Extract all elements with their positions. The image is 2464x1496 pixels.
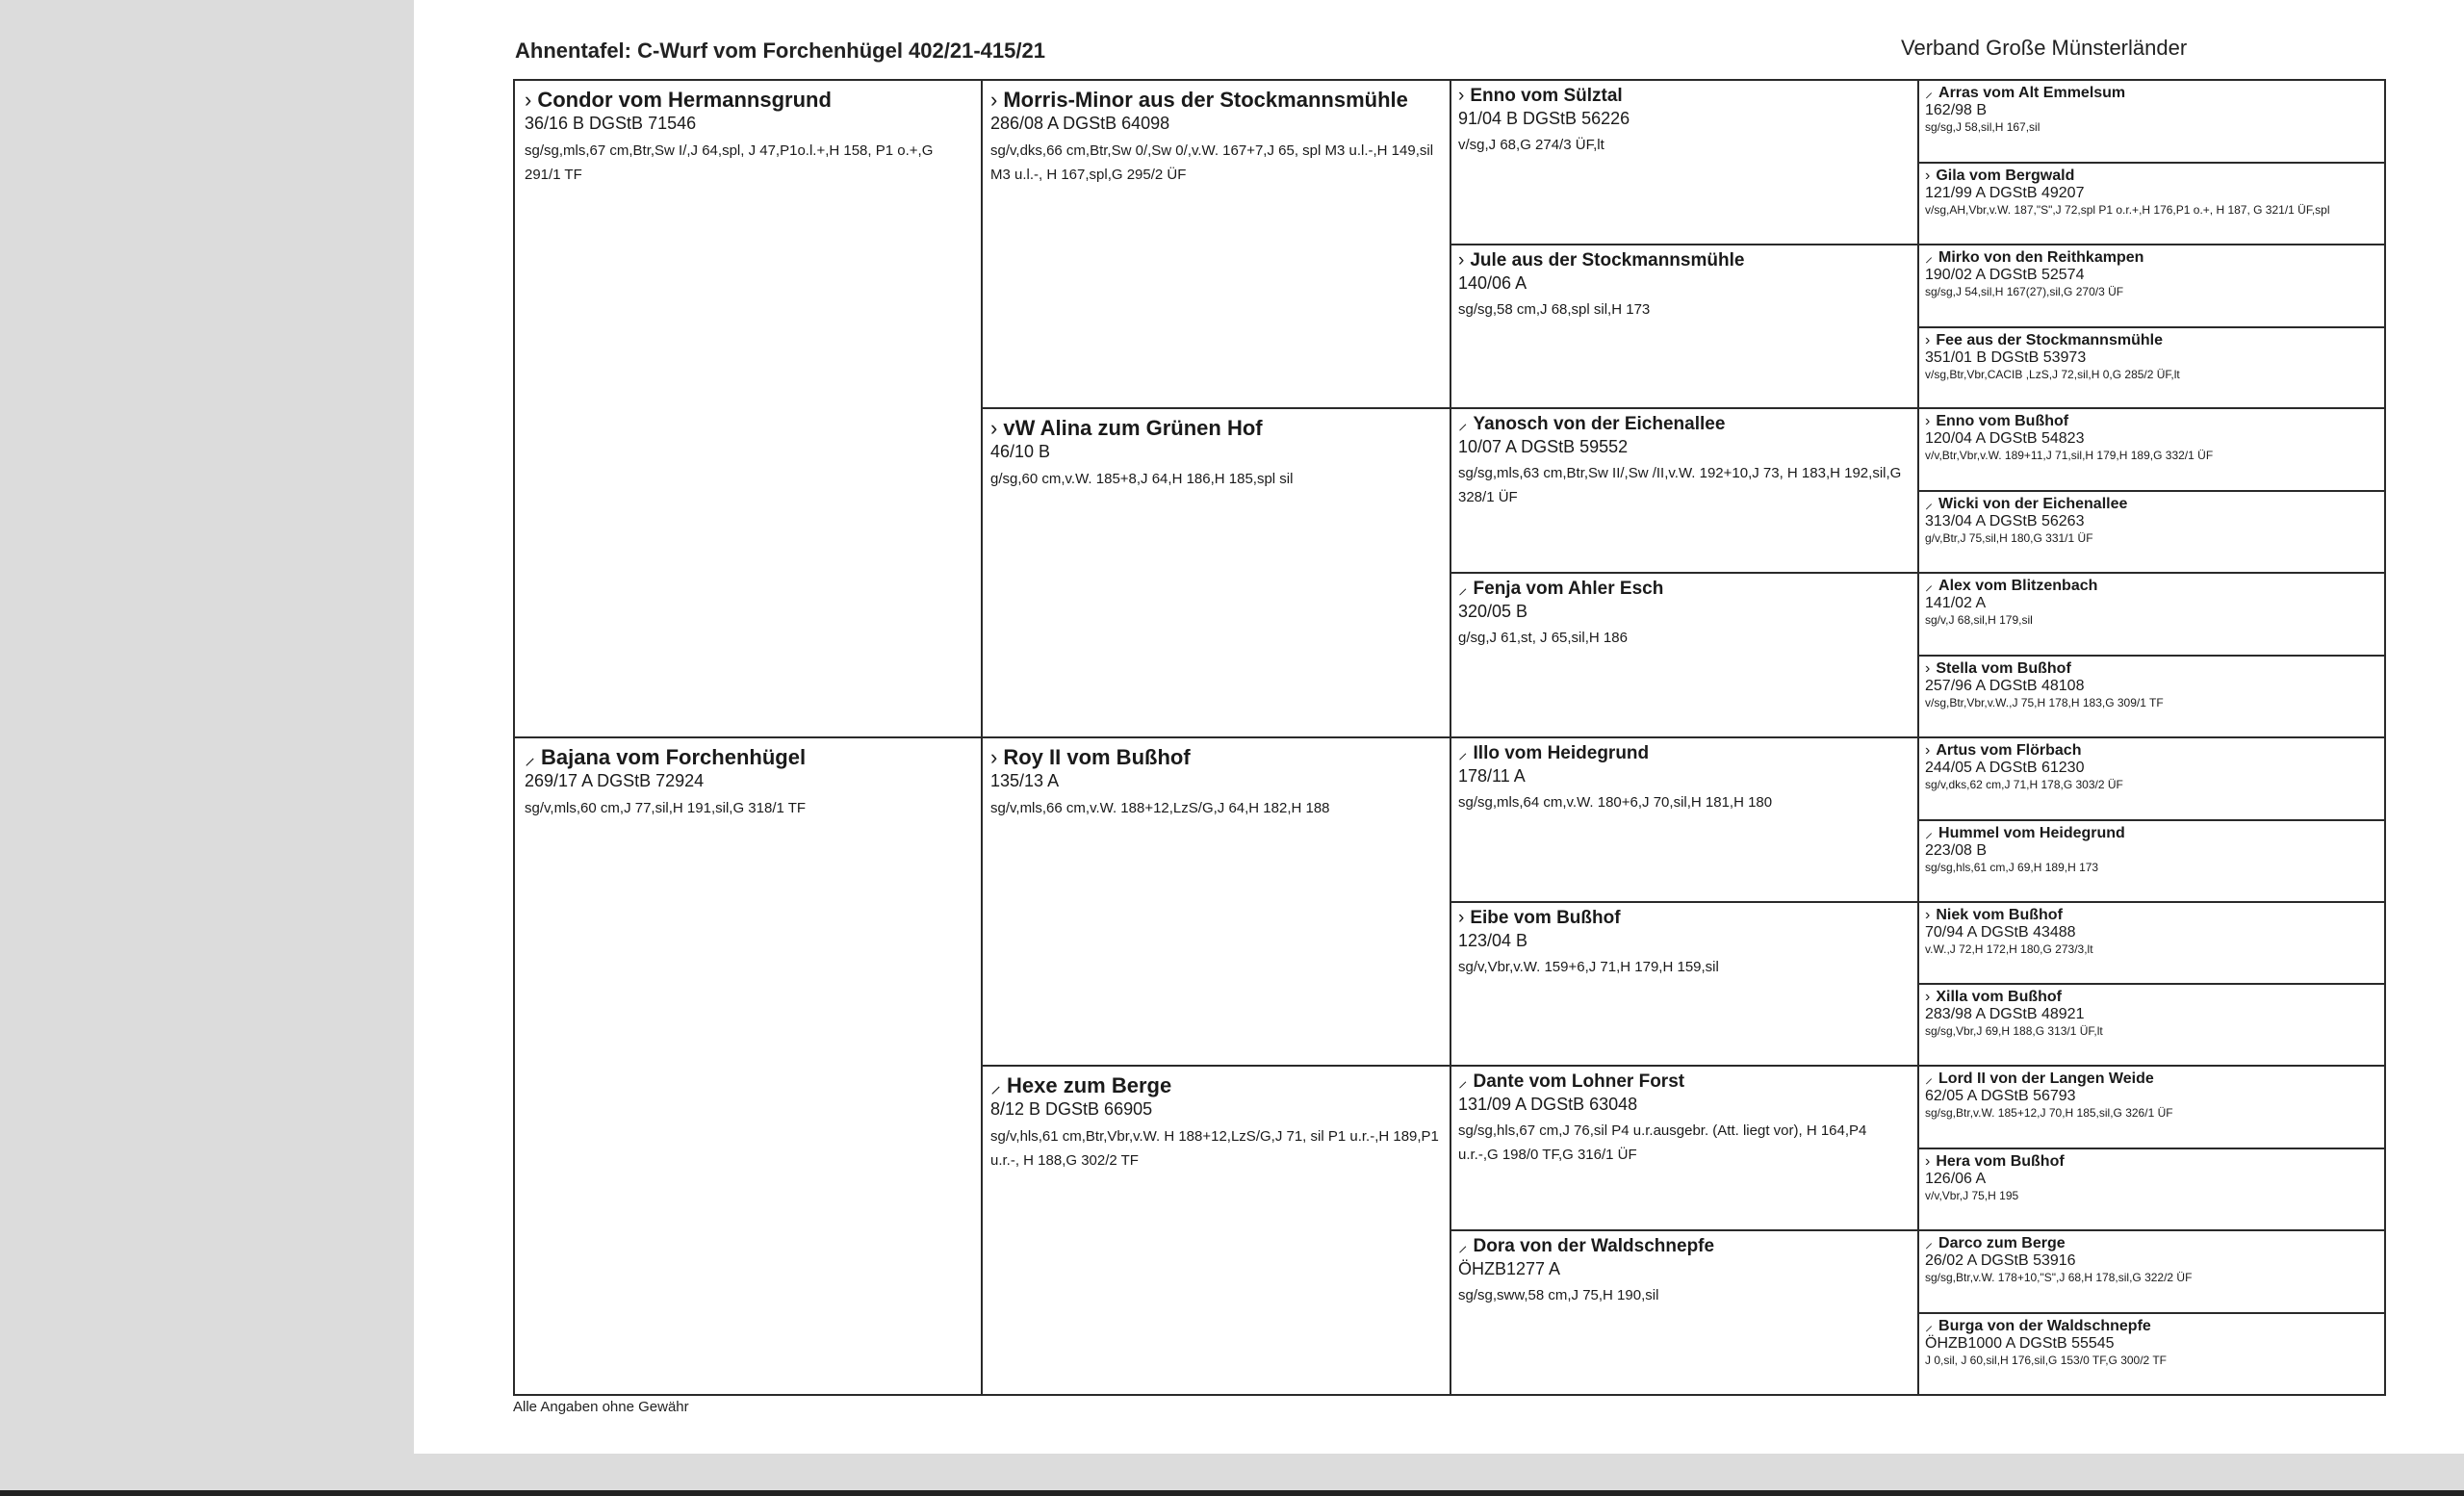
- sex-symbol: ⸝: [1925, 1070, 1934, 1087]
- sex-symbol: ›: [1925, 907, 1931, 923]
- dog-name: › Jule aus der Stockmannsmühle: [1458, 250, 1745, 271]
- disclaimer: Alle Angaben ohne Gewähr: [513, 1399, 689, 1415]
- dog-registration: 62/05 A DGStB 56793: [1925, 1088, 2076, 1104]
- dog-name: › Gila vom Bergwald: [1925, 168, 2075, 184]
- dog-details: g/v,Btr,J 75,sil,H 180,G 331/1 ÜF: [1925, 531, 2093, 545]
- gen3-ancestor-3: [1450, 407, 1919, 574]
- sex-symbol: ›: [990, 88, 998, 112]
- gen4-ancestor-8: [1917, 655, 2386, 738]
- gen4-ancestor-1: [1917, 79, 2386, 164]
- dog-details: sg/v,Vbr,v.W. 159+6,J 71,H 179,H 159,sil: [1458, 959, 1719, 975]
- dog-registration: 91/04 B DGStB 56226: [1458, 109, 1630, 128]
- sex-symbol: ⸝: [1458, 1236, 1468, 1256]
- sex-symbol: ⸝: [1458, 743, 1468, 763]
- dog-name: › Xilla vom Bußhof: [1925, 989, 2062, 1005]
- dog-name: › Artus vom Flörbach: [1925, 742, 2082, 759]
- dog-name: ⸝ Yanosch von der Eichenallee: [1458, 414, 1726, 434]
- dog-details: sg/sg,mls,67 cm,Btr,Sw I/,J 64,spl, J 47,P1o.l.+,H 158, P1 o.+,G 291/1 TF: [525, 142, 934, 183]
- dog-registration: 313/04 A DGStB 56263: [1925, 513, 2085, 529]
- dog-details: sg/sg,Btr,v.W. 185+12,J 70,H 185,sil,G 326/1 ÜF: [1925, 1106, 2173, 1120]
- dog-details: v.W.,J 72,H 172,H 180,G 273/3,lt: [1925, 942, 2093, 956]
- dog-name: ⸝ Lord II von der Langen Weide: [1925, 1070, 2154, 1087]
- sex-symbol: ⸝: [1925, 1318, 1934, 1334]
- dog-name: ⸝ Hummel vom Heidegrund: [1925, 825, 2125, 841]
- sex-symbol: ›: [1458, 86, 1465, 106]
- sex-symbol: ›: [525, 88, 532, 112]
- gen3-ancestor-5: [1450, 736, 1919, 903]
- dog-details: g/sg,60 cm,v.W. 185+8,J 64,H 186,H 185,spl sil: [990, 471, 1294, 487]
- dog-registration: ÖHZB1000 A DGStB 55545: [1925, 1335, 2115, 1352]
- dog-details: v/v,Vbr,J 75,H 195: [1925, 1189, 2019, 1202]
- dog-name: ⸝ Hexe zum Berge: [990, 1073, 1172, 1097]
- document-title: Ahnentafel: C-Wurf vom Forchenhügel 402/21-415/21: [515, 39, 1045, 63]
- dog-name: › Roy II vom Bußhof: [990, 745, 1191, 769]
- dog-registration: 269/17 A DGStB 72924: [525, 771, 705, 790]
- sex-symbol: ›: [1925, 168, 1931, 184]
- gen4-ancestor-13: [1917, 1065, 2386, 1149]
- gen2-ancestor-1: [981, 79, 1451, 409]
- dog-name: ⸝ Alex vom Blitzenbach: [1925, 578, 2098, 594]
- dog-registration: 223/08 B: [1925, 842, 1988, 859]
- dog-registration: 121/99 A DGStB 49207: [1925, 185, 2085, 201]
- dog-name: ⸝ Darco zum Berge: [1925, 1235, 2066, 1251]
- dog-name: ⸝ Burga von der Waldschnepfe: [1925, 1318, 2151, 1334]
- gen3-ancestor-7: [1450, 1065, 1919, 1231]
- sex-symbol: ⸝: [1458, 1071, 1468, 1092]
- gen1-sire: [513, 79, 983, 738]
- dog-name: › Hera vom Bußhof: [1925, 1153, 2065, 1170]
- dog-details: sg/sg,sww,58 cm,J 75,H 190,sil: [1458, 1287, 1659, 1303]
- dog-name: › Enno vom Sülztal: [1458, 86, 1623, 106]
- dog-details: sg/sg,J 58,sil,H 167,sil: [1925, 120, 2040, 134]
- dog-name: › Niek vom Bußhof: [1925, 907, 2063, 923]
- gen4-ancestor-14: [1917, 1148, 2386, 1231]
- gen4-ancestor-15: [1917, 1229, 2386, 1314]
- dog-name: › vW Alina zum Grünen Hof: [990, 416, 1263, 440]
- gen3-ancestor-1: [1450, 79, 1919, 245]
- sex-symbol: ⸝: [1925, 85, 1934, 101]
- dog-registration: 126/06 A: [1925, 1171, 1987, 1187]
- dog-registration: 46/10 B: [990, 442, 1051, 461]
- gen2-ancestor-3: [981, 736, 1451, 1067]
- gen4-ancestor-16: [1917, 1312, 2386, 1396]
- gen4-ancestor-4: [1917, 326, 2386, 409]
- gen4-ancestor-5: [1917, 407, 2386, 492]
- dog-details: sg/v,dks,62 cm,J 71,H 178,G 303/2 ÜF: [1925, 778, 2123, 791]
- sex-symbol: ⸝: [990, 1073, 1002, 1097]
- dog-registration: 135/13 A: [990, 771, 1060, 790]
- dog-registration: 178/11 A: [1458, 766, 1526, 786]
- sex-symbol: ⸝: [525, 745, 536, 769]
- dog-registration: 120/04 A DGStB 54823: [1925, 430, 2085, 447]
- gen4-ancestor-7: [1917, 572, 2386, 657]
- dog-details: sg/sg,J 54,sil,H 167(27),sil,G 270/3 ÜF: [1925, 285, 2124, 298]
- dog-name: › Fee aus der Stockmannsmühle: [1925, 332, 2163, 348]
- dog-registration: 141/02 A: [1925, 595, 1987, 611]
- sex-symbol: ›: [1458, 908, 1465, 928]
- sex-symbol: ›: [1925, 413, 1931, 429]
- dog-details: J 0,sil, J 60,sil,H 176,sil,G 153/0 TF,G 300/2 TF: [1925, 1354, 2167, 1367]
- dog-details: sg/sg,hls,61 cm,J 69,H 189,H 173: [1925, 861, 2099, 874]
- dog-registration: 131/09 A DGStB 63048: [1458, 1095, 1638, 1114]
- gen1-dam: [513, 736, 983, 1396]
- dog-details: v/sg,J 68,G 274/3 ÜF,lt: [1458, 137, 1604, 153]
- gen3-ancestor-8: [1450, 1229, 1919, 1396]
- gen2-ancestor-2: [981, 407, 1451, 738]
- dog-name: › Eibe vom Bußhof: [1458, 908, 1621, 928]
- dog-registration: 140/06 A: [1458, 273, 1527, 293]
- dog-registration: 351/01 B DGStB 53973: [1925, 349, 2087, 366]
- gen4-ancestor-6: [1917, 490, 2386, 574]
- dog-name: ⸝ Dante vom Lohner Forst: [1458, 1071, 1685, 1092]
- sex-symbol: ⸝: [1925, 1235, 1934, 1251]
- sex-symbol: ⸝: [1458, 579, 1468, 599]
- sex-symbol: ›: [1925, 1153, 1931, 1170]
- dog-registration: 8/12 B DGStB 66905: [990, 1099, 1153, 1119]
- sex-symbol: ›: [1458, 250, 1465, 271]
- dog-details: sg/sg,Btr,v.W. 178+10,"S",J 68,H 178,sil,G 322/2 ÜF: [1925, 1271, 2193, 1284]
- sex-symbol: ⸝: [1925, 496, 1934, 512]
- dog-registration: 26/02 A DGStB 53916: [1925, 1252, 2076, 1269]
- dog-registration: 244/05 A DGStB 61230: [1925, 760, 2085, 776]
- dog-registration: 257/96 A DGStB 48108: [1925, 678, 2085, 694]
- pedigree-grid: [513, 79, 2386, 1396]
- dog-details: sg/v,hls,61 cm,Btr,Vbr,v.W. H 188+12,LzS/G,J 71, sil P1 u.r.-,H 189,P1 u.r.-, H 188,G 302/2 TF: [990, 1128, 1439, 1169]
- dog-details: sg/v,mls,60 cm,J 77,sil,H 191,sil,G 318/1 TF: [525, 800, 807, 816]
- gen3-ancestor-2: [1450, 244, 1919, 409]
- gen4-ancestor-9: [1917, 736, 2386, 821]
- dog-name: ⸝ Dora von der Waldschnepfe: [1458, 1236, 1715, 1256]
- dog-registration: 320/05 B: [1458, 602, 1528, 621]
- gen4-ancestor-11: [1917, 901, 2386, 985]
- dog-name: ⸝ Mirko von den Reithkampen: [1925, 249, 2144, 266]
- dog-details: v/sg,Btr,Vbr,CACIB ,LzS,J 72,sil,H 0,G 285/2 ÜF,lt: [1925, 368, 2180, 381]
- sex-symbol: ⸝: [1925, 825, 1934, 841]
- dog-details: sg/v,mls,66 cm,v.W. 188+12,LzS/G,J 64,H 182,H 188: [990, 800, 1330, 816]
- dog-details: sg/sg,hls,67 cm,J 76,sil P4 u.r.ausgebr. (Att. liegt vor), H 164,P4 u.r.-,G 198/0 TF,G 316/1 ÜF: [1458, 1122, 1867, 1163]
- dog-details: v/sg,Btr,Vbr,v.W.,J 75,H 178,H 183,G 309/1 TF: [1925, 696, 2164, 709]
- dog-name: › Condor vom Hermannsgrund: [525, 88, 832, 112]
- gen3-ancestor-4: [1450, 572, 1919, 738]
- gen4-ancestor-10: [1917, 819, 2386, 903]
- sex-symbol: ⸝: [1925, 249, 1934, 266]
- dog-details: v/v,Btr,Vbr,v.W. 189+11,J 71,sil,H 179,H 189,G 332/1 ÜF: [1925, 449, 2214, 462]
- dog-registration: 10/07 A DGStB 59552: [1458, 437, 1629, 456]
- gen3-ancestor-6: [1450, 901, 1919, 1067]
- dog-details: sg/sg,mls,63 cm,Btr,Sw II/,Sw /II,v.W. 192+10,J 73, H 183,H 192,sil,G 328/1 ÜF: [1458, 465, 1902, 505]
- dog-details: sg/sg,58 cm,J 68,spl sil,H 173: [1458, 301, 1651, 318]
- dog-name: ⸝ Bajana vom Forchenhügel: [525, 745, 807, 769]
- gen2-ancestor-4: [981, 1065, 1451, 1396]
- dog-details: sg/v,J 68,sil,H 179,sil: [1925, 613, 2033, 627]
- sex-symbol: ›: [1925, 989, 1931, 1005]
- sex-symbol: ›: [1925, 660, 1931, 677]
- dog-registration: 36/16 B DGStB 71546: [525, 114, 697, 133]
- dog-registration: 286/08 A DGStB 64098: [990, 114, 1170, 133]
- dog-name: ⸝ Arras vom Alt Emmelsum: [1925, 85, 2126, 101]
- dog-registration: 162/98 B: [1925, 102, 1988, 118]
- dog-details: sg/sg,mls,64 cm,v.W. 180+6,J 70,sil,H 181,H 180: [1458, 794, 1773, 811]
- dog-name: ⸝ Wicki von der Eichenallee: [1925, 496, 2128, 512]
- sex-symbol: ⸝: [1925, 578, 1934, 594]
- dog-details: v/sg,AH,Vbr,v.W. 187,"S",J 72,spl P1 o.r.+,H 176,P1 o.+, H 187, G 321/1 ÜF,spl: [1925, 203, 2330, 217]
- dog-registration: 190/02 A DGStB 52574: [1925, 267, 2085, 283]
- sex-symbol: ›: [990, 745, 998, 769]
- dog-details: g/sg,J 61,st, J 65,sil,H 186: [1458, 630, 1628, 646]
- gen4-ancestor-2: [1917, 162, 2386, 245]
- dog-registration: 70/94 A DGStB 43488: [1925, 924, 2076, 941]
- dog-details: sg/sg,Vbr,J 69,H 188,G 313/1 ÜF,lt: [1925, 1024, 2103, 1038]
- sex-symbol: ›: [1925, 332, 1931, 348]
- gen4-ancestor-3: [1917, 244, 2386, 328]
- dog-name: › Stella vom Bußhof: [1925, 660, 2071, 677]
- dog-name: › Enno vom Bußhof: [1925, 413, 2069, 429]
- scan-edge: [0, 1490, 2464, 1496]
- dog-registration: 283/98 A DGStB 48921: [1925, 1006, 2085, 1022]
- dog-details: sg/v,dks,66 cm,Btr,Sw 0/,Sw 0/,v.W. 167+7,J 65, spl M3 u.l.-,H 149,sil M3 u.l.-, H 167,spl,G 295/2 ÜF: [990, 142, 1434, 183]
- gen4-ancestor-12: [1917, 983, 2386, 1067]
- sex-symbol: ›: [1925, 742, 1931, 759]
- dog-name: › Morris-Minor aus der Stockmannsmühle: [990, 88, 1408, 112]
- dog-name: ⸝ Illo vom Heidegrund: [1458, 743, 1650, 763]
- sex-symbol: ⸝: [1458, 414, 1468, 434]
- association-name: Verband Große Münsterländer: [1901, 36, 2188, 60]
- sex-symbol: ›: [990, 416, 998, 440]
- dog-registration: ÖHZB1277 A: [1458, 1259, 1561, 1278]
- dog-name: ⸝ Fenja vom Ahler Esch: [1458, 579, 1664, 599]
- dog-registration: 123/04 B: [1458, 931, 1528, 950]
